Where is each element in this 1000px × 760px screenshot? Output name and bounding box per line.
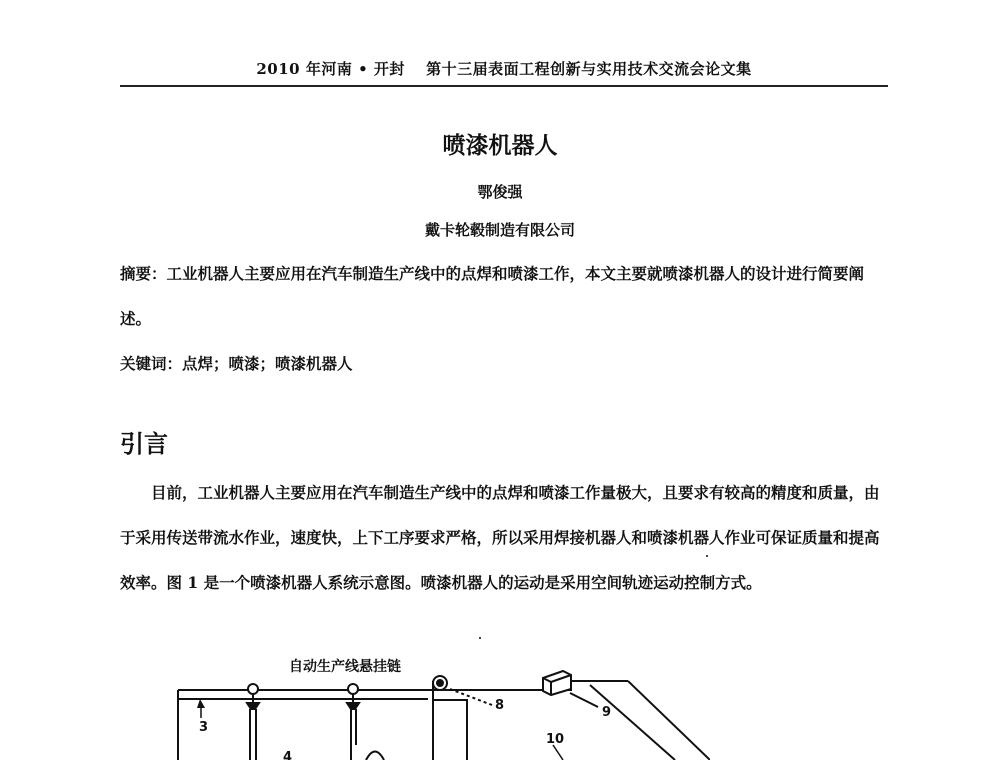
conveyor-rail (178, 681, 710, 760)
leader-10 (553, 745, 563, 760)
label-8: 8 (495, 698, 505, 713)
hanger-3 (197, 699, 205, 718)
label-10: 10 (546, 732, 565, 747)
paper-affiliation: 戴卡轮毂制造有限公司 (424, 221, 575, 239)
keywords-text: 点焊；喷漆；喷漆机器人 (182, 354, 353, 373)
hanger-4 (247, 684, 259, 760)
keywords (120, 341, 888, 386)
label-9: 9 (602, 705, 612, 720)
figure-caption-top: 自动生产线悬挂链 (289, 659, 401, 675)
hanger-5 (347, 684, 384, 760)
figure-1-diagram (170, 645, 710, 760)
label-3: 3 (199, 720, 209, 735)
abstract-text: 工业机器人主要应用在汽车制造生产线中的点焊和喷漆工作，本文主要就喷漆机器人的设计进行简要阐述。 (120, 264, 865, 328)
running-header: 2010 年河南 • 开封 第十三届表面工程创新与实用技术交流会论文集 (256, 60, 752, 78)
intro-paragraph: 目前，工业机器人主要应用在汽车制造生产线中的点焊和喷漆工作量极大，且要求有较高的精度和质量，由于采用传送带流水作业，速度快，上下工序要求严格，所以采用焊接机器人和喷漆机器人作业可保证质量和提高效率。图 1 是一个喷漆机器人系统示意图。喷漆机器人的运动是采用空间轨迹运动控制方式。 (120, 483, 880, 592)
paper-title: 喷漆机器人 (442, 132, 558, 159)
scan-speck (706, 555, 708, 557)
keywords-label: 关键词： (120, 354, 183, 373)
header-rule (120, 85, 888, 87)
section-heading-intro: 引言 (120, 429, 168, 458)
abstract-label: 摘要： (120, 264, 167, 283)
figure-1-svg (170, 645, 710, 760)
drive-unit-8 (433, 676, 492, 760)
paper-author: 鄂俊强 (477, 183, 523, 201)
abstract (120, 251, 888, 341)
label-4: 4 (283, 750, 293, 760)
controller-box-9 (543, 671, 598, 707)
scan-speck (479, 637, 481, 639)
